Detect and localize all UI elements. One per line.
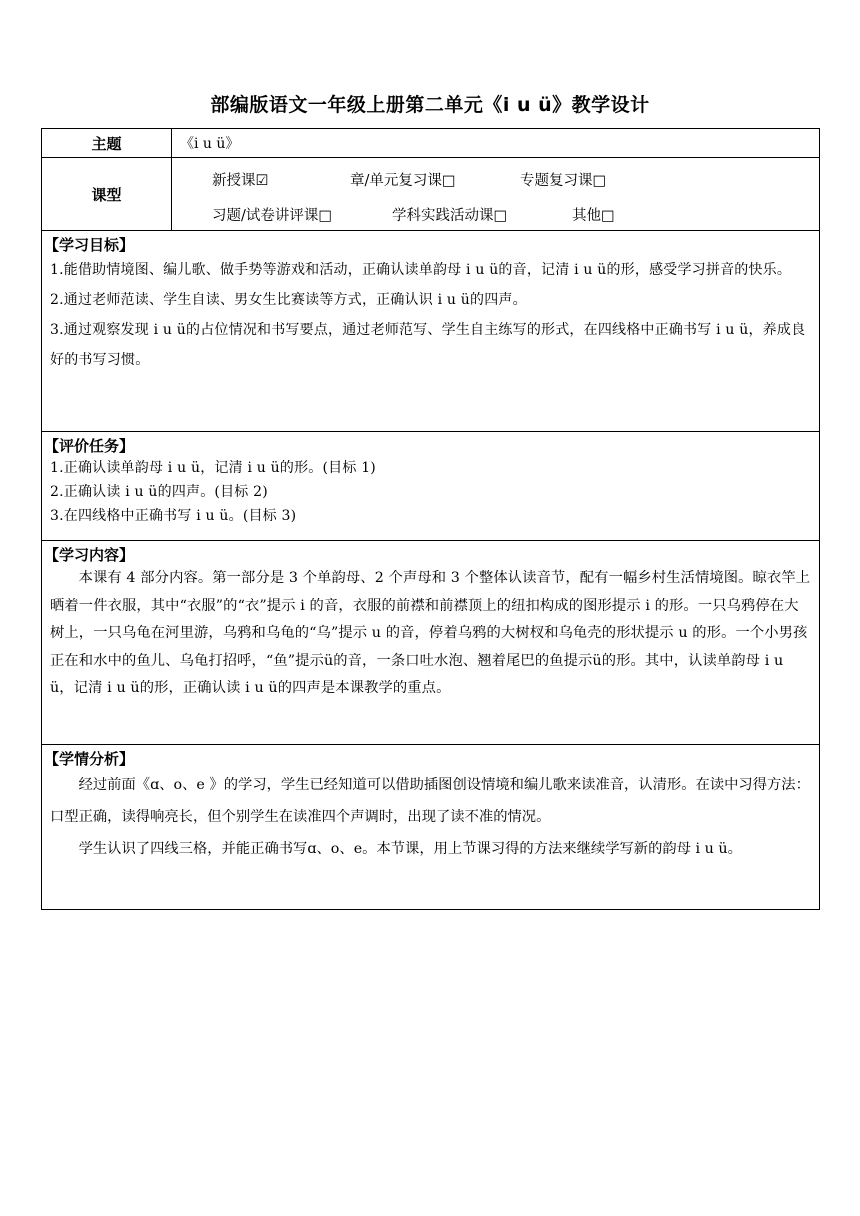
- analysis-paragraph: 经过前面《ɑ、o、e 》的学习，学生已经知道可以借助插图创设情境和编儿歌来读准音，认清形。在读中习得方法：口型正确，读得响亮长，但个别学生在读准四个声调时，出现了读不准的情况。: [50, 777, 810, 825]
- option-new-lesson: 新授课☑: [212, 173, 269, 189]
- theme-row: [42, 129, 820, 158]
- lesson-type-row: [42, 158, 820, 231]
- content-paragraph: 本课有 4 部分内容。第一部分是 3 个单韵母、2 个声母和 3 个整体认读音节，配有一幅乡村生活情境图。晾衣竿上晒着一件衣服，其中“衣服”的“衣”提示 i 的音，衣服的前襟和前襟顶上的纽扣构成的图形提示 i 的形。一只乌鸦停在大树上，一只乌龟在河里游，乌鸦和乌龟的“乌”提示 u 的音，停着乌鸦的大树杈和乌龟壳的形状提示 u 的形。一个小男孩正在和水中的鱼儿、乌龟打招呼，“鱼”提示ü的音，一条口吐水泡、翘着尾巴的鱼提示ü的形。其中，认读单韵母 i u ü，记清 i u ü的形，正确认读 i u ü的四声是本课教学的重点。: [50, 570, 811, 696]
- analysis-paragraph: 学生认识了四线三格，并能正确书写ɑ、o、e。本节课，用上节课习得的方法来继续学写新的韵母 i u ü。: [78, 841, 742, 857]
- objective-item: 3.通过观察发现 i u ü的占位情况和书写要点，通过老师范写、学生自主练写的形式，在四线格中正确书写 i u ü，养成良好的书写习惯。: [50, 322, 806, 368]
- evaluation-item: 3.在四线格中正确书写 i u ü。(目标 3): [50, 508, 297, 524]
- option-topic-review: 专题复习课□: [520, 173, 607, 189]
- evaluation-heading: 【评价任务】: [44, 437, 135, 455]
- objectives-section: [42, 231, 820, 432]
- option-exercise-review: 习题/试卷讲评课□: [212, 208, 333, 224]
- content-section: [42, 541, 820, 745]
- lesson-plan-table: [41, 128, 820, 910]
- lesson-type-label: 课型: [42, 158, 172, 231]
- evaluation-item: 2.正确认读 i u ü的四声。(目标 2): [50, 484, 268, 500]
- theme-label: 主题: [42, 129, 172, 158]
- theme-value: 《i u ü》: [172, 129, 820, 158]
- option-other: 其他□: [572, 208, 615, 224]
- objective-item: 1.能借助情境图、编儿歌、做手势等游戏和活动，正确认读单韵母 i u ü的音，记清 i u ü的形，感受学习拼音的快乐。: [50, 262, 792, 278]
- analysis-heading: 【学情分析】: [44, 750, 135, 768]
- lesson-type-line-1: [172, 169, 819, 190]
- lesson-type-options: [172, 158, 820, 231]
- objective-item: 2.通过老师范读、学生自读、男女生比赛读等方式，正确认识 i u ü的四声。: [50, 292, 527, 308]
- objectives-heading: 【学习目标】: [44, 236, 135, 254]
- evaluation-section: [42, 432, 820, 541]
- content-heading: 【学习内容】: [44, 546, 135, 564]
- page-title: 部编版语文一年级上册第二单元《i u ü》教学设计: [210, 94, 650, 116]
- evaluation-item: 1.正确认读单韵母 i u ü，记清 i u ü的形。(目标 1): [50, 460, 376, 476]
- lesson-type-line-2: [172, 204, 819, 225]
- option-unit-review: 章/单元复习课□: [350, 173, 456, 189]
- analysis-section: [42, 745, 820, 910]
- option-practice-activity: 学科实践活动课□: [392, 208, 508, 224]
